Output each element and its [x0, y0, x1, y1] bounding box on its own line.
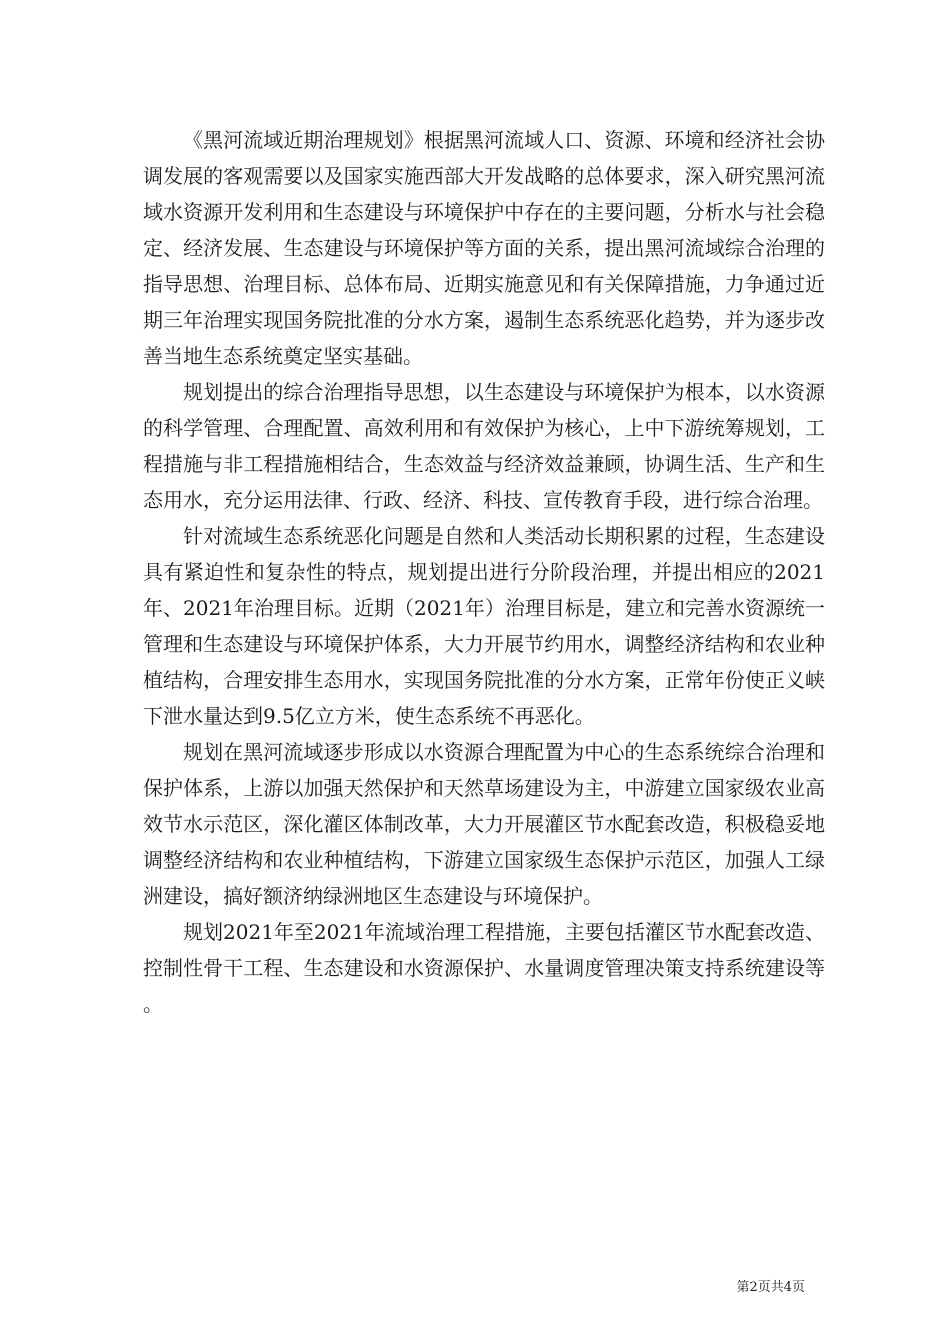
paragraph-3: 针对流域生态系统恶化问题是自然和人类活动长期积累的过程，生态建设具有紧迫性和复杂性的特点，规划提出进行分阶段治理，并提出相应的2021年、2021年治理目标。近期（2021年）治理目标是，建立和完善水资源统一管理和生态建设与环境保护体系，大力开展节约用水，调整经济结构和农业种植结构，合理安排生态用水，实现国务院批准的分水方案，正常年份使正义峡下泄水量达到9.5亿立方米，使生态系统不再恶化。 [143, 524, 825, 728]
paragraph-2: 规划提出的综合治理指导思想，以生态建设与环境保护为根本，以水资源的科学管理、合理配置、高效利用和有效保护为核心，上中下游统筹规划，工程措施与非工程措施相结合，生态效益与经济效益兼顾，协调生活、生产和生态用水，充分运用法律、行政、经济、科技、宣传教育手段，进行综合治理。 [143, 380, 825, 512]
page-number-footer: 第2页共4页 [736, 1280, 805, 1295]
paragraph-1: 《黑河流域近期治理规划》根据黑河流域人口、资源、环境和经济社会协调发展的客观需要以及国家实施西部大开发战略的总体要求，深入研究黑河流域水资源开发利用和生态建设与环境保护中存在的主要问题，分析水与社会稳定、经济发展、生态建设与环境保护等方面的关系，提出黑河流域综合治理的指导思想、治理目标、总体布局、近期实施意见和有关保障措施，力争通过近期三年治理实现国务院批准的分水方案，遏制生态系统恶化趋势，并为逐步改善当地生态系统奠定坚实基础。 [143, 128, 825, 368]
paragraph-4: 规划在黑河流域逐步形成以水资源合理配置为中心的生态系统综合治理和保护体系，上游以加强天然保护和天然草场建设为主，中游建立国家级农业高效节水示范区，深化灌区体制改革，大力开展灌区节水配套改造，积极稳妥地调整经济结构和农业种植结构，下游建立国家级生态保护示范区，加强人工绿洲建设，搞好额济纳绿洲地区生态建设与环境保护。 [143, 740, 825, 908]
paragraph-5: 规划2021年至2021年流域治理工程措施，主要包括灌区节水配套改造、控制性骨干工程、生态建设和水资源保护、水量调度管理决策支持系统建设等。 [143, 920, 825, 1016]
body-text [143, 122, 825, 1022]
